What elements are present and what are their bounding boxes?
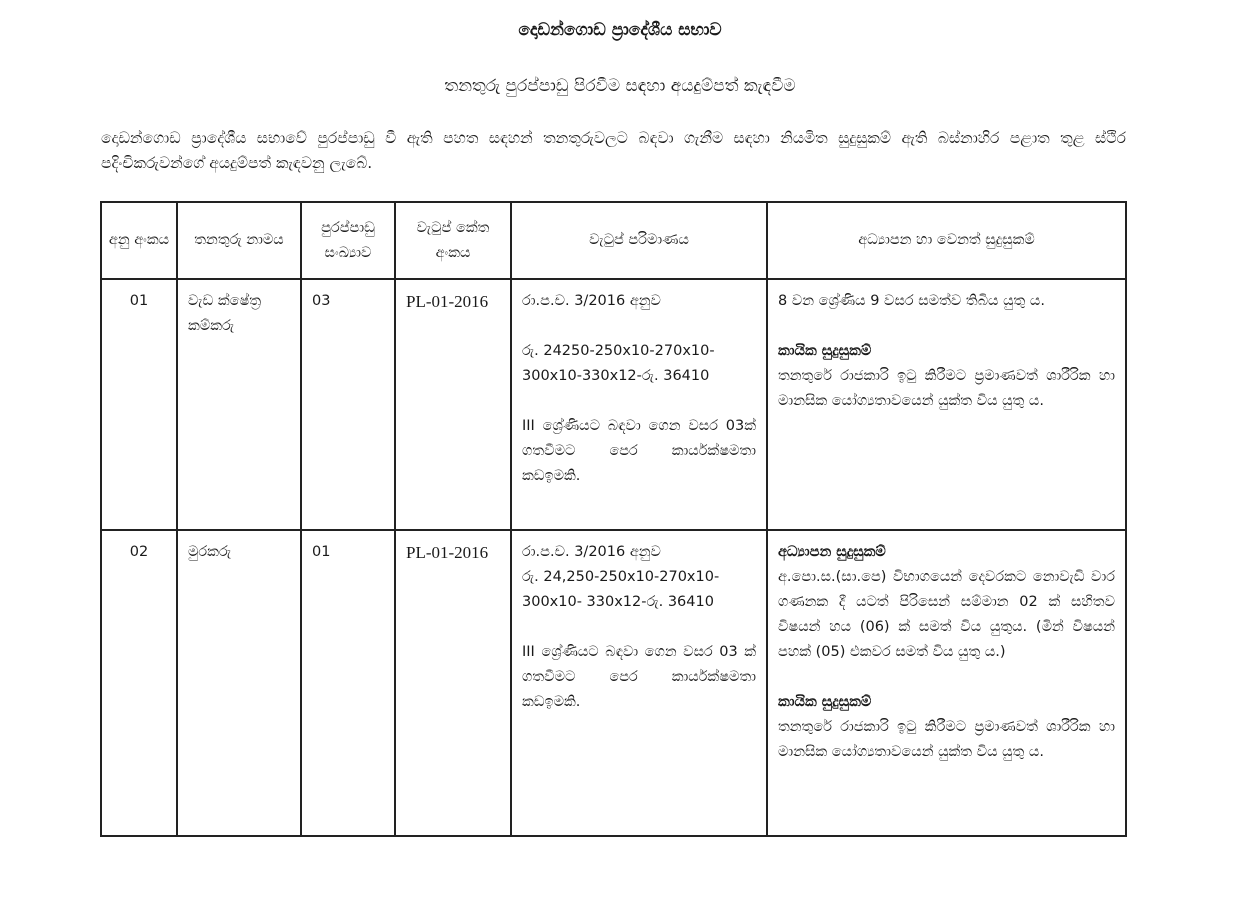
salary-circular: රා.ප.ච. 3/2016 අනුව: [522, 293, 661, 309]
physical-qualification: තනතුරේ රාජකාරි ඉටු කිරීමට ප්‍රමාණවත් ශාරීරික හා මානසික යෝග්‍යතාවයෙන් යුක්ත විය යුතු ය.: [778, 368, 1115, 409]
header-post: තනතුරු නාමය: [177, 202, 301, 279]
cell-post: වැඩ ක්ෂේත්‍ර කම්කරු: [177, 279, 301, 530]
cell-salary-code: PL-01-2016: [395, 530, 511, 836]
header-vacancies: පුරප්පාඩු සංඛ්‍යාව: [301, 202, 395, 279]
salary-circular: රා.ප.ච. 3/2016 අනුව: [522, 544, 661, 560]
page-subtitle: තනතුරු පුරප්පාඩු පිරවීම සඳහා අයදුම්පත් කැඳවීම: [444, 76, 796, 96]
cell-no: 01: [101, 279, 177, 530]
cell-qualifications: [767, 530, 1126, 836]
cell-salary-scale: [511, 530, 767, 836]
physical-qualification-heading: කායික සුදුසුකම්: [778, 694, 872, 710]
header-no: අනු අංකය: [101, 202, 177, 279]
education-qualification: අ.පො.ස.(සා.පෙ) විභාගයෙන් දෙවරකට නොවැඩි වාර ගණනක දී යටත් පිරිසෙන් සම්මාන 02 ක් සහිතව විෂයන් හය (06) ක් සමත් විය යුතුය. (මින් විෂයන් පහක් (05) එකවර සමත් විය යුතු ය.): [778, 569, 1115, 660]
vacancy-table: [100, 201, 1127, 837]
cell-vacancies: 03: [301, 279, 395, 530]
header-qualifications: අධ්‍යාපන හා වෙනත් සුදුසුකම්: [767, 202, 1126, 279]
education-qualification-heading: අධ්‍යාපන සුදුසුකම්: [778, 544, 886, 560]
cell-no: 02: [101, 530, 177, 836]
cell-salary-code: PL-01-2016: [395, 279, 511, 530]
cell-qualifications: [767, 279, 1126, 530]
table-row: [101, 279, 1126, 530]
page-title: දොඩන්ගොඩ ප්‍රාදේශීය සභාව: [518, 20, 722, 40]
salary-range: රු. 24,250-250x10-270x10-300x10- 330x12-රු. 36410: [522, 569, 720, 610]
efficiency-bar-note: III ශ්‍රේණියට බඳවා ගෙන වසර 03 ක් ගතවීමට පෙර කාර්යක්ෂමතා කඩඉමකි.: [522, 644, 756, 710]
physical-qualification: තනතුරේ රාජකාරි ඉටු කිරීමට ප්‍රමාණවත් ශාරීරික හා මානසික යෝග්‍යතාවයෙන් යුක්ත විය යුතු ය.: [778, 719, 1115, 760]
table-row: [101, 530, 1126, 836]
table-header-row: [101, 202, 1126, 279]
efficiency-bar-note: III ශ්‍රේණියට බඳවා ගෙන වසර 03ක් ගතවීමට පෙර කාර්යක්ෂමතා කඩඉමකි.: [522, 418, 756, 484]
education-qualification: 8 වන ශ්‍රේණිය 9 වසර සමත්ව තිබිය යුතු ය.: [778, 293, 1045, 309]
intro-paragraph: දොඩන්ගොඩ ප්‍රාදේශීය සභාවේ පුරප්පාඩු වී ඇති පහත සඳහන් තනතුරුවලට බඳවා ගැනීම සඳහා නියමිත සුදුසුකම් ඇති බස්නාහිර පළාත තුළ ස්ථිර පදිංචිකරුවන්ගේ අයදුම්පත් කැඳවනු ලැබේ.: [101, 129, 1126, 172]
cell-vacancies: 01: [301, 530, 395, 836]
cell-post: මුරකරු: [177, 530, 301, 836]
salary-range: රු. 24250-250x10-270x10-300x10-330x12-රු. 36410: [522, 343, 715, 384]
header-salary-scale: වැටුප් පරිමාණය: [511, 202, 767, 279]
physical-qualification-heading: කායික සුදුසුකම්: [778, 343, 872, 359]
cell-salary-scale: [511, 279, 767, 530]
header-salary-code: වැටුප් කේත අංකය: [395, 202, 511, 279]
